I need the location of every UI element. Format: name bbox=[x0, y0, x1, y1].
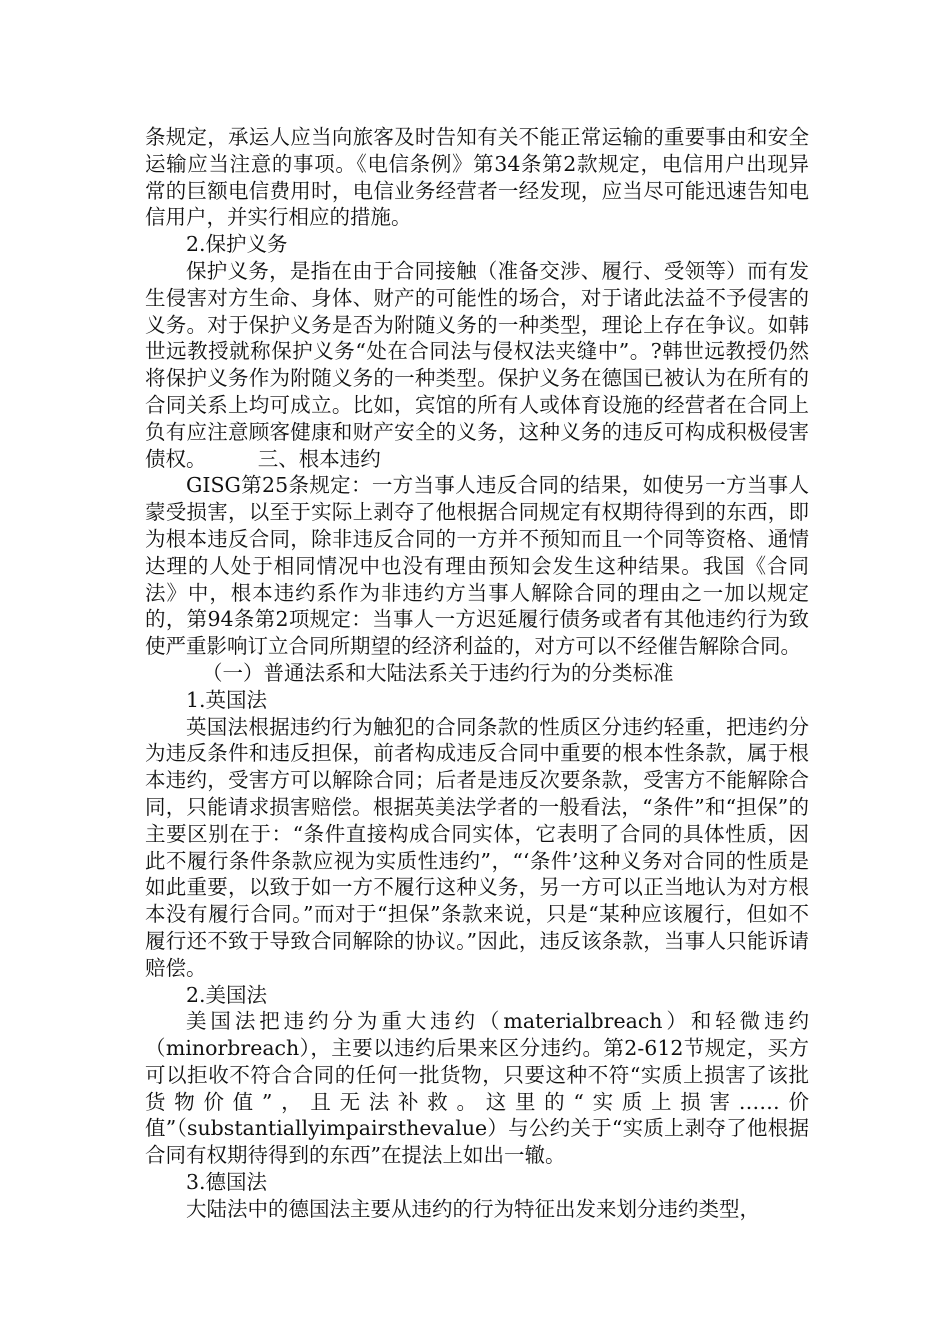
paragraph-carrier-telecom-notice: 条规定，承运人应当向旅客及时告知有关不能正常运输的重要事由和安全运输应当注意的事项。《电信条例》第34条第2款规定，电信用户出现异常的巨额电信费用时，电信业务经营者一经发现，应当尽可能迅速告知电信用户，并实行相应的措施。 bbox=[145, 125, 809, 230]
paragraph-english-law: 英国法根据违约行为触犯的合同条款的性质区分违约轻重，把违约分为违反条件和违反担保，前者构成违反合同中重要的根本性条款，属于根本违约，受害方可以解除合同；后者是违反次要条款，受害方不能解除合同，只能请求损害赔偿。根据英美法学者的一般看法，“条件”和“担保”的主要区别在于：“条件直接构成合同实体，它表明了合同的具体性质，因此不履行条件条款应视为实质性违约”，“‘条件’这种义务对合同的性质是如此重要，以致于如一方不履行这种义务，另一方可以正当地认为对方根本没有履行合同。”而对于“担保”条款来说，只是“某种应该履行，但如不履行还不致于导致合同解除的协议。”因此，违反该条款，当事人只能诉请赔偿。 bbox=[145, 714, 809, 980]
paragraph-cisg-article-25: GISG第25条规定：一方当事人违反合同的结果，如使另一方当事人蒙受损害，以至于实际上剥夺了他根据合同规定有权期待得到的东西，即为根本违反合同，除非违反合同的一方并不预知而且一个同等资格、通情达理的人处于相同情况中也没有理由预知会发生这种结果。我国《合同法》中，根本违约系作为非违约方当事人解除合同的理由之一加以规定的，第94条第2项规定：当事人一方迟延履行债务或者有其他违约行为致使严重影响订立合同所期望的经济利益的，对方可以不经催告解除合同。 bbox=[145, 473, 809, 659]
heading-english-law: 1.英国法 bbox=[186, 687, 268, 712]
paragraph-protection-duty: 保护义务，是指在由于合同接触（准备交涉、履行、受领等）而有发生侵害对方生命、身体、财产的可能性的场合，对于诸此法益不予侵害的义务。对于保护义务是否为附随义务的一种类型，理论上存在争议。如韩世远教授就称保护义务“处在合同法与侵权法夹缝中”。?韩世远教授仍然将保护义务作为附随义务的一种类型。保护义务在德国已被认为在所有的合同关系上均可成立。比如，宾馆的所有人或体育设施的经营者在合同上负有应注意顾客健康和财产安全的义务，这种义务的违反可构成积极侵害债权。 三、根本违约 bbox=[145, 258, 809, 471]
heading-german-law: 3.德国法 bbox=[186, 1170, 268, 1195]
paragraph-american-law: 美国法把违约分为重大违约（materialbreach）和轻微违约（minorbreach），主要以违约后果来区分违约。第2-612节规定，买方可以拒收不符合合同的任何一批货物，只要这种不符“实质上损害了该批货物价值”，且无法补救。这里的“实质上损害……价值”（substantiallyimpairsthevalue）与公约关于“实质上剥夺了他根据合同有权期待得到的东西”在提法上如出一辙。 bbox=[145, 1009, 809, 1168]
heading-protection-duty: 2.保护义务 bbox=[186, 232, 288, 257]
heading-classification-standards: （一）普通法系和大陆法系关于违约行为的分类标准 bbox=[202, 660, 674, 685]
paragraph-german-law: 大陆法中的德国法主要从违约的行为特征出发来划分违约类型， bbox=[186, 1196, 760, 1221]
document-page bbox=[145, 124, 809, 1223]
heading-american-law: 2.美国法 bbox=[186, 982, 268, 1007]
